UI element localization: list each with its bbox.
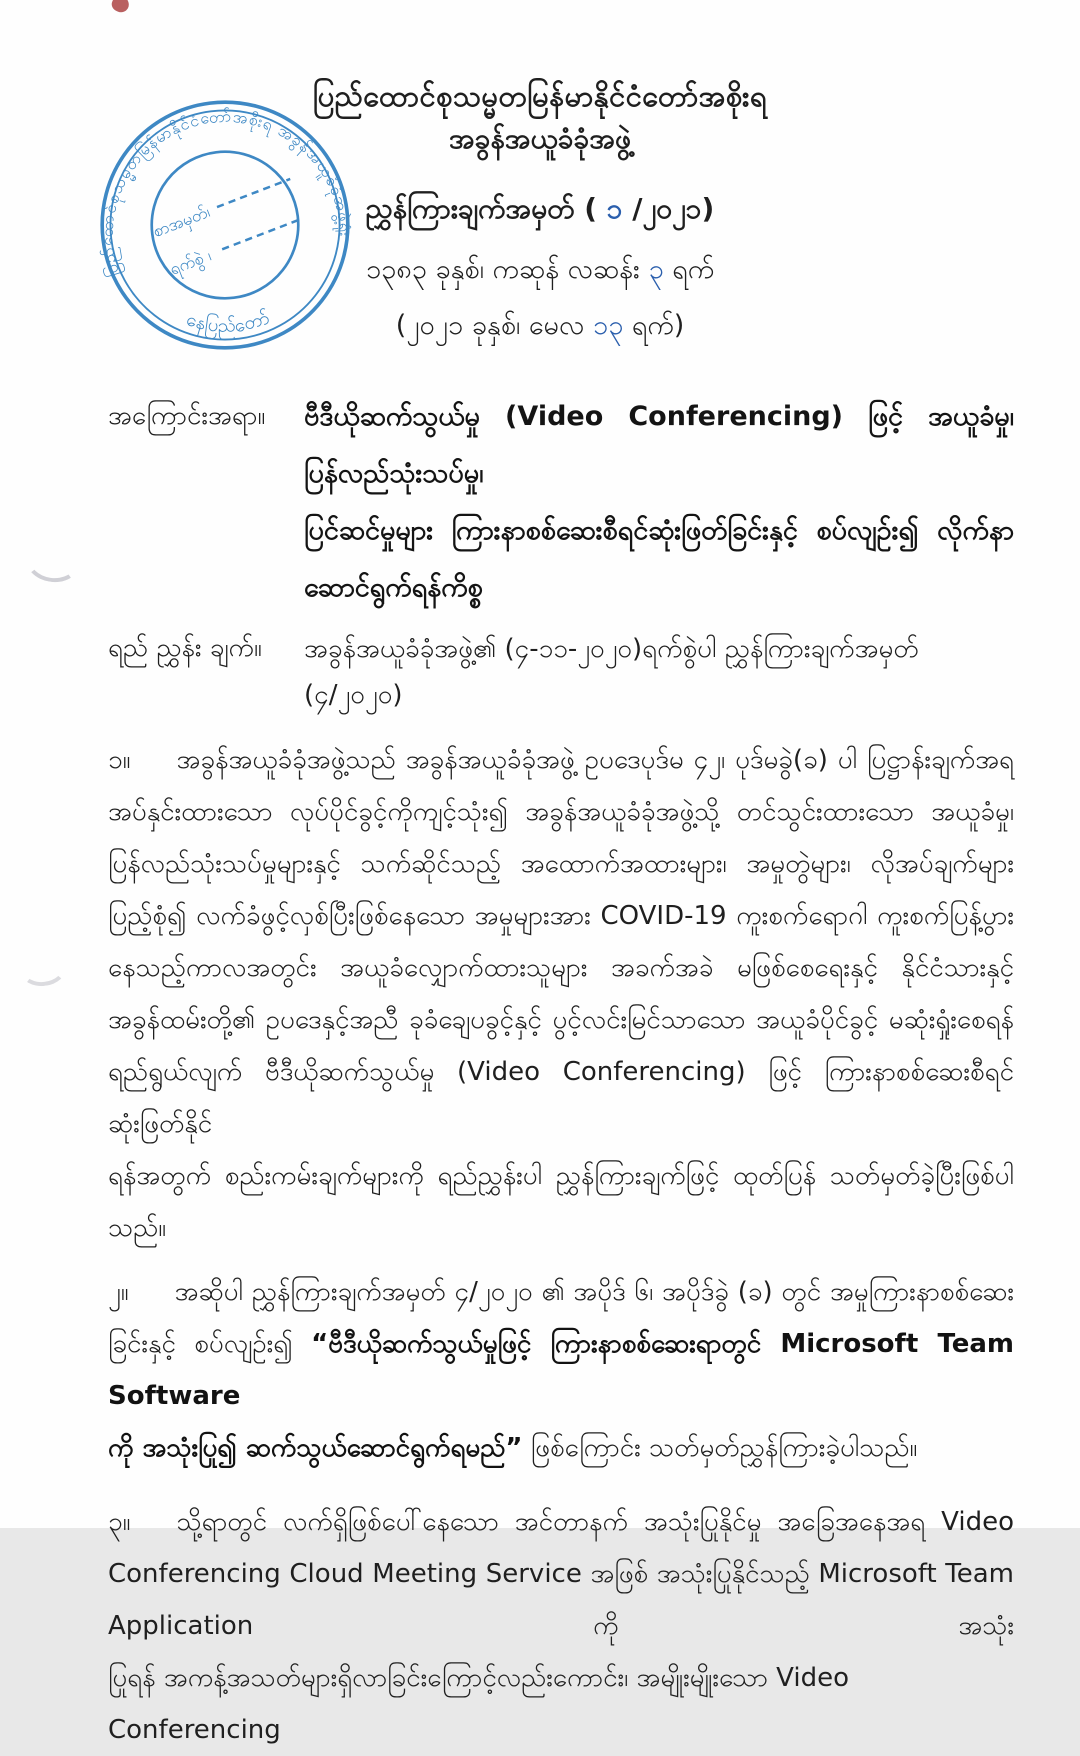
text-segment: ပြုရန် အကန့်အသတ်များရှိလာခြင်းကြောင့်လည်းကောင်း၊ အမျိုးမျိုးသော Video Conferencing — [108, 1663, 850, 1745]
seal-letter-number-label: စာအမှတ်၊ — [150, 201, 213, 241]
text-segment: ခြင်းနှင့် စပ်လျဉ်း၍ — [108, 1329, 312, 1359]
text-line — [108, 1266, 1014, 1318]
reference-text: အခွန်အယူခံခုံအဖွဲ့၏ (၄-၁၁-၂၀၂၀)ရက်စွဲပါ ညွှန်ကြားချက်အမှတ် (၄/၂၀၂၀) — [304, 634, 919, 710]
text-line — [108, 838, 1014, 890]
paragraph-3 — [108, 1496, 1014, 1756]
text-line — [108, 942, 1014, 994]
subject-row — [108, 388, 1014, 616]
text-line — [108, 1318, 1014, 1422]
text-segment: အခွန်အယူခံခုံအဖွဲ့သည် အခွန်အယူခံခုံအဖွဲ့ ဥပဒေပုဒ်မ ၄၂၊ ပုဒ်မခွဲ(ခ) ပါ ပြဋ္ဌာန်းချက်အရ — [176, 745, 1014, 775]
text-line — [593, 310, 623, 341]
scan-red-mark — [109, 0, 131, 15]
reference-row — [108, 620, 1014, 718]
government-title: ပြည်ထောင်စုသမ္မတမြန်မာနိုင်ငံတော်အစိုးရ — [312, 79, 768, 113]
text-segment: ၃။ — [108, 1507, 131, 1537]
seal-ring-text: ပြည်ထောင်စုသမ္မတမြန်မာနိုင်ငံတော်အစိုးရ အခွန်အယူခံခုံအဖွဲ့ရုံး — [97, 106, 355, 279]
text-segment: ဗီဒီယိုဆက်သွယ်မှု (Video Conferencing) ဖြင့် အယူခံမှု၊ ပြန်လည်သုံးသပ်မှု၊ — [304, 401, 1014, 489]
text-line — [108, 1046, 1014, 1150]
letter-body — [108, 388, 1014, 1756]
text-line — [108, 994, 1014, 1046]
text-line — [108, 1496, 1014, 1548]
text-segment: ၁ — [606, 192, 623, 225]
text-segment: သည်။ — [108, 1213, 167, 1243]
text-segment: သို့ရာတွင် လက်ရှိဖြစ်ပေါ်နေသော အင်တာနက် အသုံးပြုနိုင်မှု အခြေအနေအရ Video — [176, 1507, 1014, 1537]
text-segment: ဖြစ်ကြောင်း သတ်မှတ်ညွှန်ကြားခဲ့ပါသည်။ — [522, 1433, 918, 1463]
text-line — [304, 502, 1014, 559]
seal-date-label: ရက်စွဲ ၊ — [166, 245, 214, 279]
text-segment: အပ်နှင်းထားသော လုပ်ပိုင်ခွင့်ကိုကျင့်သုံး၍ အခွန်အယူခံခုံအဖွဲ့သို့ တင်သွင်းထားသော အယူခံမှု၊ — [108, 797, 1014, 827]
text-line — [108, 1422, 1014, 1474]
text-segment: ကို အသုံးပြု၍ ဆက်သွယ်ဆောင်ရွက်ရမည်” — [108, 1433, 523, 1463]
text-line — [366, 192, 607, 225]
reference-label: ရည် ညွှန်း ချက်။ — [108, 633, 262, 663]
text-segment: /၂၀၂၁) — [622, 192, 715, 225]
text-line — [664, 254, 715, 285]
text-segment: ရက် — [663, 254, 715, 285]
paragraph-1 — [108, 734, 1014, 1254]
text-line — [623, 192, 715, 225]
text-line — [648, 254, 663, 285]
text-line — [366, 254, 649, 285]
text-segment: (၂၀၂၁ ခုနှစ်၊ မေလ — [395, 310, 593, 341]
text-segment: ပြင်ဆင်မှုများ ကြားနာစစ်ဆေးစီရင်ဆုံးဖြတ်ခြင်းနှင့် စပ်လျဉ်း၍ လိုက်နာ — [304, 515, 1014, 546]
text-line — [108, 1652, 1014, 1756]
text-segment: ၁။ — [108, 745, 131, 775]
text-line — [607, 192, 623, 225]
text-segment: ရက်) — [623, 310, 685, 341]
text-segment: ဆောင်ရွက်ရန်ကိစ္စ — [304, 572, 483, 603]
text-segment: ၁၃ — [592, 310, 624, 341]
text-segment: “ဗီဒီယိုဆက်သွယ်မှုဖြင့် ကြားနာစစ်ဆေးရာတွင် Microsoft Team Software — [108, 1329, 1015, 1411]
department-title: အခွန်အယူခံခုံအဖွဲ့ — [448, 122, 632, 155]
text-segment: ပြန်လည်သုံးသပ်မှုများနှင့် သက်ဆိုင်သည့် အထောက်အထားများ၊ အမှုတွဲများ၊ လိုအပ်ချက်များ — [108, 849, 1014, 879]
text-line — [623, 310, 684, 341]
text-segment: အဆိုပါ ညွှန်ကြားချက်အမှတ် ၄/၂၀၂၀ ၏ အပိုဒ် ၆၊ အပိုဒ်ခွဲ (ခ) တွင် အမှုကြားနာစစ်ဆေး — [174, 1277, 1014, 1307]
subject-text — [304, 388, 1014, 616]
text-line — [304, 388, 1014, 502]
myanmar-era-date-line — [0, 250, 1080, 290]
letterhead — [0, 74, 1080, 362]
text-segment: ပြည့်စုံ၍ လက်ခံဖွင့်လှစ်ပြီးဖြစ်နေသော အမှုများအား COVID-19 ကူးစက်ရောဂါ ကူးစက်ပြန့်ပွား — [108, 901, 1014, 931]
text-line — [108, 786, 1014, 838]
text-line — [108, 1202, 1014, 1254]
text-segment: ညွှန်ကြားချက်အမှတ် ( — [365, 192, 607, 225]
text-line — [396, 310, 593, 341]
text-line — [108, 734, 1014, 786]
paragraph-2 — [108, 1266, 1014, 1474]
text-segment: အခွန်ထမ်းတို့၏ ဥပဒေနှင့်အညီ ခုခံချေပခွင့်နှင့် ပွင့်လင်းမြင်သာသော အယူခံပိုင်ခွင့် မဆုံးရှုံးစေရန် — [108, 1005, 1014, 1035]
text-segment: ၃ — [648, 254, 664, 285]
text-line — [304, 559, 1014, 616]
text-segment: Conferencing Cloud Meeting Service အဖြစ် အသုံးပြုနိုင်သည့် Microsoft Team Application ကို အသုံး — [108, 1559, 1014, 1641]
text-segment: ၂။ — [108, 1277, 129, 1307]
directive-number-line — [0, 188, 1080, 230]
text-segment: ရည်ရွယ်လျက် ဗီဒီယိုဆက်သွယ်မှု (Video Conferencing) ဖြင့် ကြားနာစစ်ဆေးစီရင်ဆုံးဖြတ်နိုင် — [108, 1057, 1014, 1139]
text-segment: ရန်အတွက် စည်းကမ်းချက်များကို ရည်ညွှန်းပါ ညွှန်ကြားချက်ဖြင့် ထုတ်ပြန် သတ်မှတ်ခဲ့ပြီးဖြစ်ပါ — [108, 1161, 1014, 1191]
text-line — [108, 890, 1014, 942]
gregorian-date-line — [0, 306, 1080, 346]
text-segment: နေသည့်ကာလအတွင်း အယူခံလျှောက်ထားသူများ အခက်အခဲ မဖြစ်စေရေးနှင့် နိုင်ငံသားနှင့် — [108, 953, 1014, 983]
scan-artifact — [23, 536, 82, 585]
scan-artifact — [18, 950, 67, 989]
subject-label: အကြောင်းအရာ။ — [108, 401, 266, 431]
text-segment: ၁၃၈၃ ခုနှစ်၊ ကဆုန် လဆန်း — [365, 254, 649, 285]
text-line — [108, 1548, 1014, 1652]
seal-bottom-text: နေပြည်တော် — [183, 307, 273, 338]
text-line — [108, 1150, 1014, 1202]
